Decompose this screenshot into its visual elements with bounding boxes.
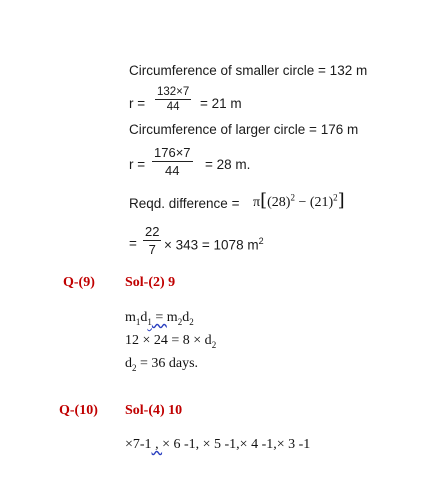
- d1-subscript: 1: [147, 316, 152, 327]
- question-9-solution: Sol-(2) 9: [125, 275, 176, 290]
- series-part-a: ×7-1: [125, 437, 152, 452]
- d1-symbol: d: [140, 310, 148, 325]
- final-numerator: 22: [145, 224, 160, 239]
- question-10-label: Q-(10): [59, 403, 98, 418]
- difference-label: Reqd. difference =: [129, 196, 240, 211]
- exp-28: 2: [290, 192, 295, 203]
- difference-expression: [253, 190, 345, 211]
- question-10-solution: Sol-(4) 10: [125, 403, 183, 418]
- left-bracket: [: [260, 190, 268, 211]
- r2-prefix: r =: [129, 157, 146, 172]
- right-bracket: ]: [337, 190, 345, 211]
- q9-eq2-text: 12 × 24 = 8 × d: [125, 333, 212, 348]
- r1-result: = 21 m: [200, 96, 242, 111]
- term-28: (28): [267, 195, 291, 210]
- q9-eq3-subscript: 2: [132, 362, 137, 373]
- m1-symbol: m: [125, 310, 136, 325]
- q9-eq3-rest: = 36 days.: [136, 356, 199, 371]
- pi-symbol: π: [253, 195, 261, 210]
- larger-circle-line: Circumference of larger circle = 176 m: [129, 122, 359, 137]
- series-separator: ,: [151, 437, 163, 452]
- m1-subscript: 1: [135, 316, 141, 327]
- final-equals: =: [129, 236, 137, 251]
- q9-equation-3: [125, 356, 198, 373]
- final-result-text: × 343 = 1078 m: [164, 237, 259, 253]
- final-fraction: [143, 224, 161, 257]
- r2-denominator: 44: [152, 161, 193, 178]
- term-21: (21): [309, 195, 334, 210]
- final-result: [164, 236, 264, 253]
- q9-equation-2: [125, 333, 216, 350]
- q9-eq3-d: d: [125, 356, 132, 371]
- m2-subscript: 2: [177, 316, 183, 327]
- exp-21: 2: [333, 192, 338, 203]
- smaller-circle-line: Circumference of smaller circle = 132 m: [129, 63, 368, 78]
- series-part-c: × 6 -1, × 5 -1,× 4 -1,× 3 -1: [162, 437, 311, 452]
- question-9-label: Q-(9): [63, 275, 95, 290]
- r1-prefix: r =: [129, 96, 146, 111]
- minus-sign: −: [298, 195, 307, 210]
- m2-symbol: m: [166, 310, 178, 325]
- equals-sign: =: [151, 310, 167, 325]
- final-denominator: 7: [143, 240, 161, 257]
- d2-subscript: 2: [189, 316, 194, 327]
- r2-result: = 28 m.: [205, 157, 251, 172]
- r2-numerator: 176×7: [154, 145, 191, 160]
- r1-fraction: [155, 86, 191, 113]
- r1-numerator: 132×7: [157, 86, 190, 98]
- q10-series: [125, 437, 310, 453]
- r2-fraction: [152, 145, 193, 178]
- q9-equation-1: [125, 310, 194, 327]
- d2-symbol: d: [182, 310, 190, 325]
- final-unit-exp: 2: [258, 236, 264, 246]
- q9-eq2-subscript: 2: [211, 339, 217, 350]
- r1-denominator: 44: [155, 99, 191, 113]
